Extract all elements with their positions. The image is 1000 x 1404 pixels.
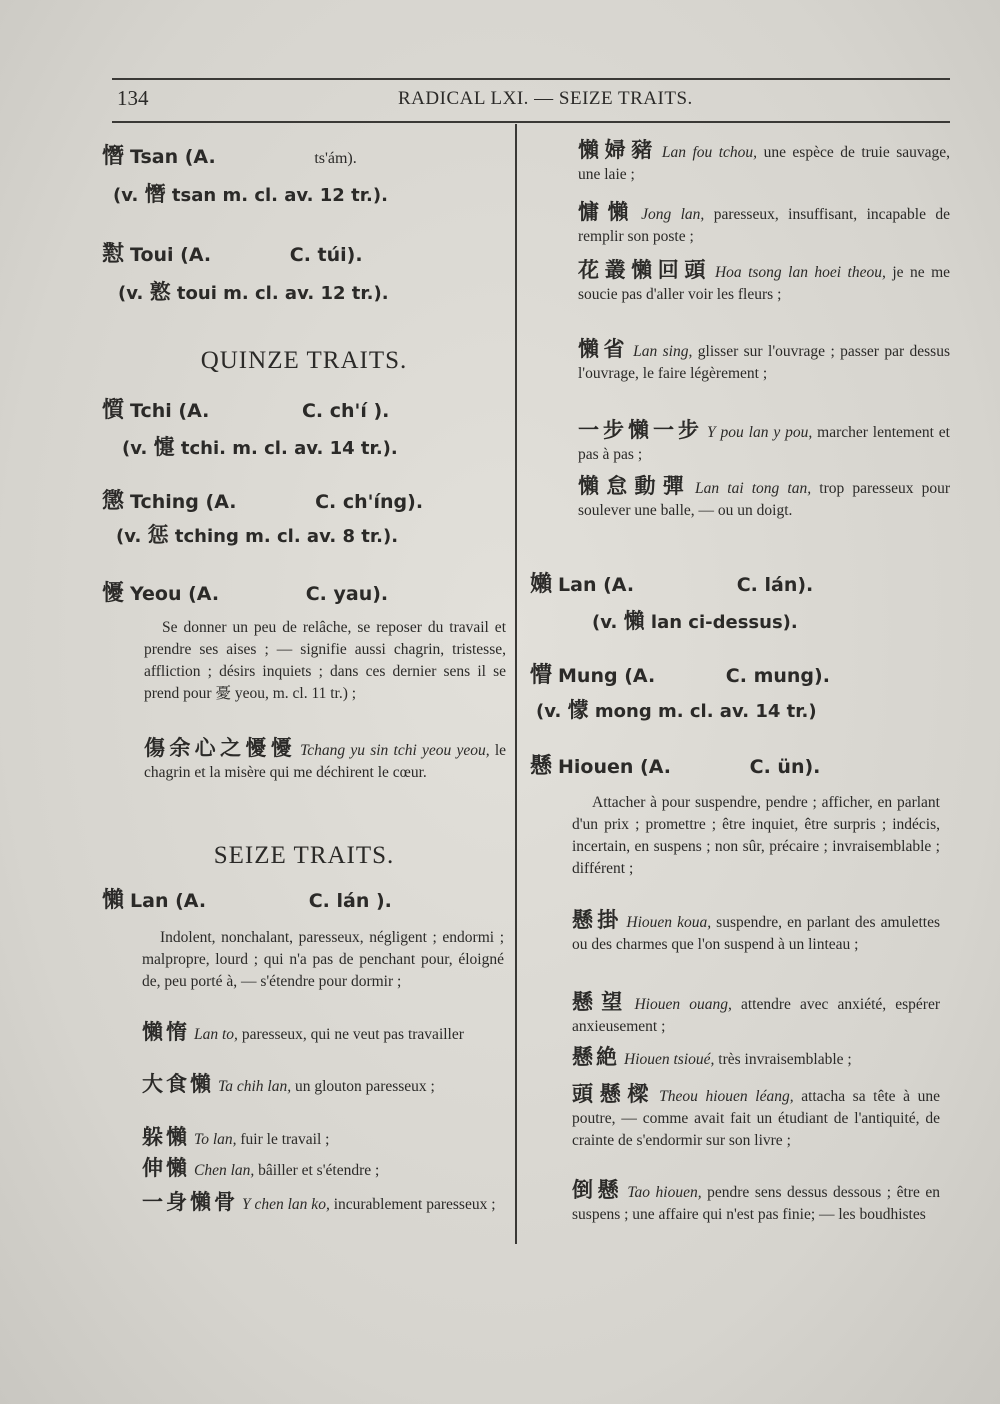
entry-cantonese: ts'ám). bbox=[314, 150, 357, 167]
entry-hiouen: 懸 Hiouen (A. C. ün). bbox=[530, 754, 821, 779]
lan-example-10: 一步懶一步 Y pou lan y pou, marcher lentement et pas à pas ; bbox=[578, 418, 950, 463]
entry-toui-ref: (v. 憝 toui m. cl. av. 12 tr.). bbox=[118, 280, 389, 304]
entry-lan-example-4: 伸懶 Chen lan, bâiller et s'étendre ; bbox=[142, 1156, 380, 1180]
hiouen-example-4: 頭懸樑 Theou hiouen léang, attacha sa tête à une poutre, — comme avait fait un étudiant de l'antiquité, de crainte de s'endormir sur son livre ; bbox=[572, 1082, 940, 1149]
entry-toui: 懟 Toui (A. C. túi). bbox=[102, 242, 363, 267]
entry-lan: 懶 Lan (A. C. lán ). bbox=[102, 888, 392, 913]
section-heading-quinze: QUINZE TRAITS. bbox=[200, 347, 408, 374]
entry-mung: 懵 Mung (A. C. mung). bbox=[530, 663, 830, 688]
entry-tsan-ref: (v. 憯 tsan m. cl. av. 12 tr.). bbox=[113, 182, 388, 206]
page-number: 134 bbox=[117, 86, 149, 110]
lan-example-8: 花叢懶回頭 Hoa tsong lan hoei theou, je ne me soucie pas d'aller voir les fleurs ; bbox=[578, 258, 951, 303]
entry-tchi: 懫 Tchi (A. C. ch'í ). bbox=[102, 398, 390, 423]
entry-lan-definition: Indolent, nonchalant, paresseux, négligent ; endormi ; malpropre, lourd ; qui n'a pas de penchant pour, éloigné de, peu porté à, — s'étendre pour dormir ; bbox=[142, 929, 504, 990]
hiouen-example-1: 懸掛 Hiouen koua, suspendre, en parlant des amulettes ou des charmes que l'on suspend à un linteau ; bbox=[572, 908, 941, 953]
entry-tsan bbox=[102, 139, 357, 170]
lan-example-7: 慵懶 Jong lan, paresseux, insuffisant, incapable de remplir son poste ; bbox=[578, 200, 951, 245]
entry-character: 憯 bbox=[102, 144, 125, 169]
column-divider bbox=[515, 124, 517, 1244]
top-rule bbox=[112, 78, 950, 80]
hiouen-example-5: 倒懸 Tao hiouen, pendre sens dessus dessous ; être en suspens ; une affaire qui n'est pas finie; — les boudhistes bbox=[572, 1178, 941, 1223]
lan-example-11: 懶怠動彈 Lan tai tong tan, trop paresseux pour soulever une balle, — ou un doigt. bbox=[578, 474, 951, 519]
entry-annam: (A. bbox=[184, 146, 216, 168]
entry-lan-example-1: 懶惰 Lan to, paresseux, qui ne veut pas travailler bbox=[142, 1020, 464, 1044]
entry-lan-variant-ref: (v. 懶 lan ci-dessus). bbox=[592, 609, 798, 633]
entry-lan-variant: 嬾 Lan (A. C. lán). bbox=[530, 572, 814, 597]
section-heading-seize: SEIZE TRAITS. bbox=[213, 842, 395, 869]
entry-lan-example-3: 躲懶 To lan, fuir le travail ; bbox=[142, 1125, 330, 1149]
lan-example-6: 懶婦豬 Lan fou tchou, une espèce de truie sauvage, une laie ; bbox=[578, 138, 951, 183]
entry-lan-example-2: 大食懶 Ta chih lan, un glouton paresseux ; bbox=[142, 1072, 435, 1096]
hiouen-example-2: 懸望 Hiouen ouang, attendre avec anxiété, espérer anxieusement ; bbox=[572, 990, 940, 1035]
running-head: RADICAL LXI. — SEIZE TRAITS. bbox=[398, 88, 693, 109]
entry-yeou-example: 傷余心之懮懮 Tchang yu sin tchi yeou yeou, le chagrin et la misère qui me déchirent le cœur. bbox=[144, 736, 506, 781]
entry-hiouen-definition: Attacher à pour suspendre, pendre ; afficher, en parlant d'un prix ; promettre ; être inquiet, être surpris ; indécis, incertain, en suspens ; non sûr, précaire ; invraisemblable ; différent ; bbox=[572, 794, 940, 877]
entry-yeou: 懮 Yeou (A. C. yau). bbox=[102, 581, 389, 606]
entry-tching: 懲 Tching (A. C. ch'íng). bbox=[102, 489, 424, 514]
entry-romanization: Tsan bbox=[130, 146, 179, 168]
entry-tching-ref: (v. 惩 tching m. cl. av. 8 tr.). bbox=[116, 523, 399, 547]
entry-yeou-definition: Se donner un peu de relâche, se reposer du travail et prendre ses aises ; — signifie aussi chagrin, tristesse, affliction ; désirs inquiets ; dans ces dernier sens il se prend pour 憂 yeou, m. cl. 11 tr.) ; bbox=[144, 619, 506, 702]
entry-mung-ref: (v. 懞 mong m. cl. av. 14 tr.) bbox=[536, 698, 817, 722]
hiouen-example-3: 懸絶 Hiouen tsioué, très invraisemblable ; bbox=[572, 1045, 852, 1069]
lan-example-9: 懶省 Lan sing, glisser sur l'ouvrage ; passer par dessus l'ouvrage, le faire légèrement ; bbox=[578, 337, 950, 382]
entry-tchi-ref: (v. 懥 tchi. m. cl. av. 14 tr.). bbox=[122, 435, 398, 459]
entry-lan-example-5: 一身懶骨 Y chen lan ko, incurablement paresseux ; bbox=[142, 1190, 496, 1214]
header-rule bbox=[112, 121, 950, 123]
